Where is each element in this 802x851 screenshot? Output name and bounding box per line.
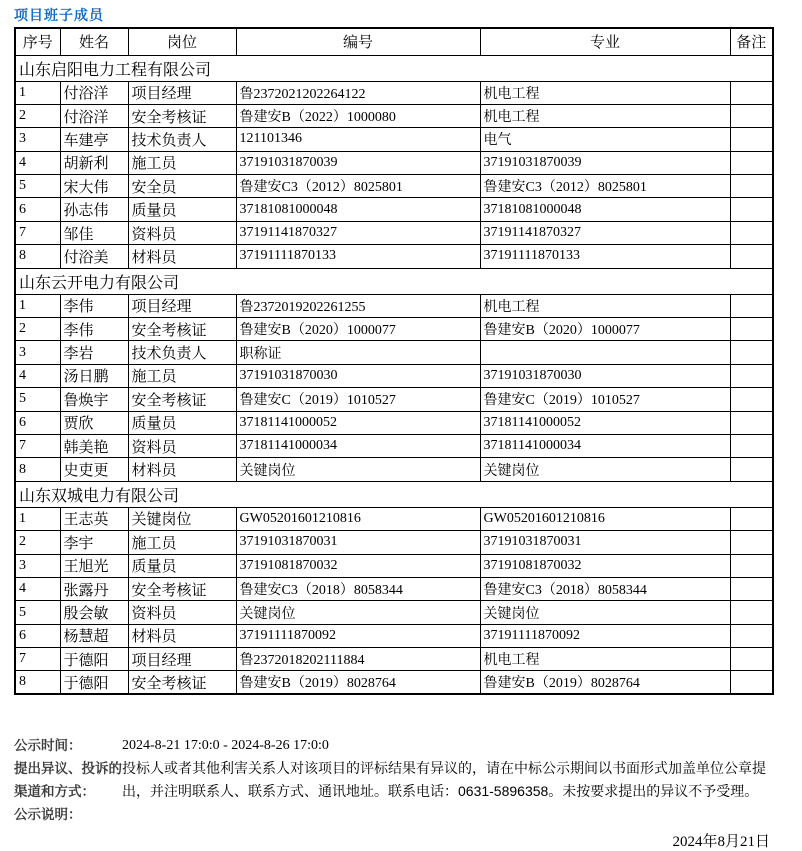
cell-post: 技术负责人 xyxy=(128,341,236,364)
cell-name: 杨慧超 xyxy=(60,624,128,647)
cell-spec: 关键岗位 xyxy=(480,601,730,624)
cell-name: 李岩 xyxy=(60,341,128,364)
objection-text-line2: 出，并注明联系人、联系方式、通讯地址。联系电话：0631-5896358。未按要求提出的异议不予受理。 xyxy=(122,783,759,799)
cell-seq: 4 xyxy=(15,577,60,600)
cell-remark xyxy=(730,554,773,577)
cell-num: 37191111870133 xyxy=(236,245,480,268)
footer-block xyxy=(14,734,795,850)
cell-post: 资料员 xyxy=(128,601,236,624)
cell-remark xyxy=(730,648,773,671)
cell-spec xyxy=(480,341,730,364)
cell-post: 安全考核证 xyxy=(128,388,236,411)
cell-num: 鲁建安C（2019）1010527 xyxy=(236,388,480,411)
cell-remark xyxy=(730,175,773,198)
cell-spec: 鲁建安B（2019）8028764 xyxy=(480,671,730,694)
cell-name: 李伟 xyxy=(60,294,128,317)
table-row xyxy=(15,388,773,411)
notes-row xyxy=(14,803,795,826)
cell-remark xyxy=(730,245,773,268)
cell-remark xyxy=(730,577,773,600)
cell-name: 鲁焕宇 xyxy=(60,388,128,411)
cell-num: 37181141000034 xyxy=(236,434,480,457)
table-header-row xyxy=(15,28,773,55)
cell-name: 付浴洋 xyxy=(60,104,128,127)
cell-name: 殷会敏 xyxy=(60,601,128,624)
cell-post: 质量员 xyxy=(128,198,236,221)
cell-num: 37181081000048 xyxy=(236,198,480,221)
cell-spec: GW05201601210816 xyxy=(480,507,730,530)
cell-remark xyxy=(730,104,773,127)
cell-seq: 6 xyxy=(15,411,60,434)
cell-post: 技术负责人 xyxy=(128,128,236,151)
cell-spec: 机电工程 xyxy=(480,104,730,127)
cell-remark xyxy=(730,221,773,244)
table-row xyxy=(15,151,773,174)
cell-name: 胡新利 xyxy=(60,151,128,174)
cell-post: 施工员 xyxy=(128,531,236,554)
cell-seq: 5 xyxy=(15,175,60,198)
cell-seq: 5 xyxy=(15,601,60,624)
cell-name: 车建亭 xyxy=(60,128,128,151)
cell-post: 项目经理 xyxy=(128,294,236,317)
cell-remark xyxy=(730,507,773,530)
cell-spec: 37181141000052 xyxy=(480,411,730,434)
cell-name: 于德阳 xyxy=(60,648,128,671)
cell-spec: 37191031870030 xyxy=(480,364,730,387)
cell-num: 37191111870092 xyxy=(236,624,480,647)
cell-post: 质量员 xyxy=(128,554,236,577)
cell-num: 鲁建安B（2019）8028764 xyxy=(236,671,480,694)
cell-post: 资料员 xyxy=(128,434,236,457)
company-name: 山东云开电力有限公司 xyxy=(15,268,773,294)
cell-post: 安全考核证 xyxy=(128,671,236,694)
notes-label: 公示说明： xyxy=(14,807,82,822)
cell-name: 李伟 xyxy=(60,318,128,341)
cell-post: 安全考核证 xyxy=(128,318,236,341)
table-row xyxy=(15,245,773,268)
table-row xyxy=(15,531,773,554)
cell-seq: 1 xyxy=(15,81,60,104)
cell-spec: 机电工程 xyxy=(480,81,730,104)
col-header-num: 编号 xyxy=(236,28,480,55)
page-title: 项目班子成员 xyxy=(14,7,104,23)
cell-seq: 7 xyxy=(15,221,60,244)
cell-seq: 6 xyxy=(15,198,60,221)
table-row xyxy=(15,434,773,457)
table-row xyxy=(15,81,773,104)
table-row xyxy=(15,458,773,481)
cell-name: 王旭光 xyxy=(60,554,128,577)
cell-spec: 37191111870092 xyxy=(480,624,730,647)
cell-seq: 4 xyxy=(15,364,60,387)
company-row xyxy=(15,481,773,507)
cell-seq: 7 xyxy=(15,648,60,671)
cell-post: 项目经理 xyxy=(128,81,236,104)
cell-name: 贾欣 xyxy=(60,411,128,434)
cell-num: 37181141000052 xyxy=(236,411,480,434)
cell-remark xyxy=(730,151,773,174)
cell-seq: 2 xyxy=(15,318,60,341)
table-row xyxy=(15,671,773,694)
objection-text-line1: 投标人或者其他利害关系人对该项目的评标结果有异议的，请在中标公示期间以书面形式加盖单位公章提 xyxy=(122,760,766,776)
cell-name: 李宇 xyxy=(60,531,128,554)
cell-remark xyxy=(730,601,773,624)
cell-name: 史吏更 xyxy=(60,458,128,481)
cell-post: 安全考核证 xyxy=(128,577,236,600)
objection-row-2 xyxy=(14,780,795,803)
cell-seq: 2 xyxy=(15,531,60,554)
cell-num: 鲁2372019202261255 xyxy=(236,294,480,317)
cell-name: 付浴洋 xyxy=(60,81,128,104)
cell-post: 施工员 xyxy=(128,151,236,174)
cell-name: 付浴美 xyxy=(60,245,128,268)
cell-remark xyxy=(730,198,773,221)
cell-spec: 鲁建安C（2019）1010527 xyxy=(480,388,730,411)
cell-num: 121101346 xyxy=(236,128,480,151)
cell-seq: 3 xyxy=(15,341,60,364)
cell-spec: 机电工程 xyxy=(480,648,730,671)
cell-name: 孙志伟 xyxy=(60,198,128,221)
cell-num: 职称证 xyxy=(236,341,480,364)
cell-seq: 1 xyxy=(15,507,60,530)
table-row xyxy=(15,364,773,387)
cell-num: 鲁建安B（2022）1000080 xyxy=(236,104,480,127)
cell-remark xyxy=(730,341,773,364)
cell-name: 韩美艳 xyxy=(60,434,128,457)
cell-seq: 1 xyxy=(15,294,60,317)
cell-spec: 37191111870133 xyxy=(480,245,730,268)
cell-name: 汤日鹏 xyxy=(60,364,128,387)
cell-num: GW05201601210816 xyxy=(236,507,480,530)
table-row xyxy=(15,648,773,671)
cell-remark xyxy=(730,364,773,387)
cell-post: 安全员 xyxy=(128,175,236,198)
table-row xyxy=(15,554,773,577)
cell-seq: 8 xyxy=(15,458,60,481)
cell-name: 王志英 xyxy=(60,507,128,530)
project-members-table xyxy=(14,27,774,695)
cell-name: 张露丹 xyxy=(60,577,128,600)
cell-spec: 鲁建安C3（2018）8058344 xyxy=(480,577,730,600)
cell-post: 材料员 xyxy=(128,624,236,647)
col-header-post: 岗位 xyxy=(128,28,236,55)
cell-remark xyxy=(730,671,773,694)
cell-post: 材料员 xyxy=(128,458,236,481)
cell-post: 资料员 xyxy=(128,221,236,244)
cell-seq: 5 xyxy=(15,388,60,411)
publish-date: 2024年8月21日 xyxy=(672,834,770,850)
objection-label-line1: 提出异议、投诉的 xyxy=(14,761,122,776)
table-row xyxy=(15,104,773,127)
cell-spec: 37191081870032 xyxy=(480,554,730,577)
cell-post: 安全考核证 xyxy=(128,104,236,127)
cell-seq: 4 xyxy=(15,151,60,174)
cell-spec: 37181141000034 xyxy=(480,434,730,457)
publicity-time-row xyxy=(14,734,795,757)
col-header-spec: 专业 xyxy=(480,28,730,55)
cell-num: 鲁建安B（2020）1000077 xyxy=(236,318,480,341)
cell-remark xyxy=(730,294,773,317)
cell-spec: 鲁建安B（2020）1000077 xyxy=(480,318,730,341)
company-name: 山东启阳电力工程有限公司 xyxy=(15,55,773,81)
publicity-time-label: 公示时间： xyxy=(14,738,82,753)
cell-num: 鲁2372021202264122 xyxy=(236,81,480,104)
table-row xyxy=(15,507,773,530)
cell-remark xyxy=(730,458,773,481)
cell-remark xyxy=(730,81,773,104)
cell-spec: 37181081000048 xyxy=(480,198,730,221)
cell-spec: 关键岗位 xyxy=(480,458,730,481)
cell-remark xyxy=(730,318,773,341)
objection-row-1 xyxy=(14,757,795,780)
cell-post: 施工员 xyxy=(128,364,236,387)
cell-num: 鲁建安C3（2018）8058344 xyxy=(236,577,480,600)
cell-remark xyxy=(730,411,773,434)
table-row xyxy=(15,577,773,600)
cell-post: 质量员 xyxy=(128,411,236,434)
table-row xyxy=(15,601,773,624)
col-header-seq: 序号 xyxy=(15,28,60,55)
cell-post: 材料员 xyxy=(128,245,236,268)
cell-num: 鲁2372018202111884 xyxy=(236,648,480,671)
cell-seq: 8 xyxy=(15,245,60,268)
cell-num: 37191031870039 xyxy=(236,151,480,174)
cell-post: 关键岗位 xyxy=(128,507,236,530)
table-row xyxy=(15,221,773,244)
company-row xyxy=(15,55,773,81)
table-row xyxy=(15,128,773,151)
table-row xyxy=(15,198,773,221)
cell-seq: 3 xyxy=(15,128,60,151)
cell-name: 邹佳 xyxy=(60,221,128,244)
table-row xyxy=(15,411,773,434)
col-header-name: 姓名 xyxy=(60,28,128,55)
cell-name: 宋大伟 xyxy=(60,175,128,198)
cell-remark xyxy=(730,128,773,151)
cell-seq: 6 xyxy=(15,624,60,647)
cell-remark xyxy=(730,388,773,411)
table-row xyxy=(15,294,773,317)
cell-spec: 鲁建安C3（2012）8025801 xyxy=(480,175,730,198)
table-row xyxy=(15,318,773,341)
cell-num: 关键岗位 xyxy=(236,458,480,481)
cell-spec: 电气 xyxy=(480,128,730,151)
cell-remark xyxy=(730,624,773,647)
cell-spec: 37191031870031 xyxy=(480,531,730,554)
col-header-remark: 备注 xyxy=(730,28,773,55)
cell-name: 于德阳 xyxy=(60,671,128,694)
cell-num: 37191081870032 xyxy=(236,554,480,577)
objection-label-line2: 渠道和方式： xyxy=(14,784,95,799)
cell-num: 37191141870327 xyxy=(236,221,480,244)
cell-post: 项目经理 xyxy=(128,648,236,671)
cell-num: 37191031870031 xyxy=(236,531,480,554)
cell-spec: 37191031870039 xyxy=(480,151,730,174)
company-row xyxy=(15,268,773,294)
table-row xyxy=(15,175,773,198)
cell-num: 关键岗位 xyxy=(236,601,480,624)
cell-seq: 2 xyxy=(15,104,60,127)
cell-spec: 机电工程 xyxy=(480,294,730,317)
cell-num: 鲁建安C3（2012）8025801 xyxy=(236,175,480,198)
cell-remark xyxy=(730,531,773,554)
publicity-time-value: 2024-8-21 17:0:0 - 2024-8-26 17:0:0 xyxy=(122,738,329,753)
cell-seq: 8 xyxy=(15,671,60,694)
table-row xyxy=(15,341,773,364)
company-name: 山东双城电力有限公司 xyxy=(15,481,773,507)
cell-seq: 3 xyxy=(15,554,60,577)
cell-spec: 37191141870327 xyxy=(480,221,730,244)
cell-num: 37191031870030 xyxy=(236,364,480,387)
cell-remark xyxy=(730,434,773,457)
cell-seq: 7 xyxy=(15,434,60,457)
table-row xyxy=(15,624,773,647)
